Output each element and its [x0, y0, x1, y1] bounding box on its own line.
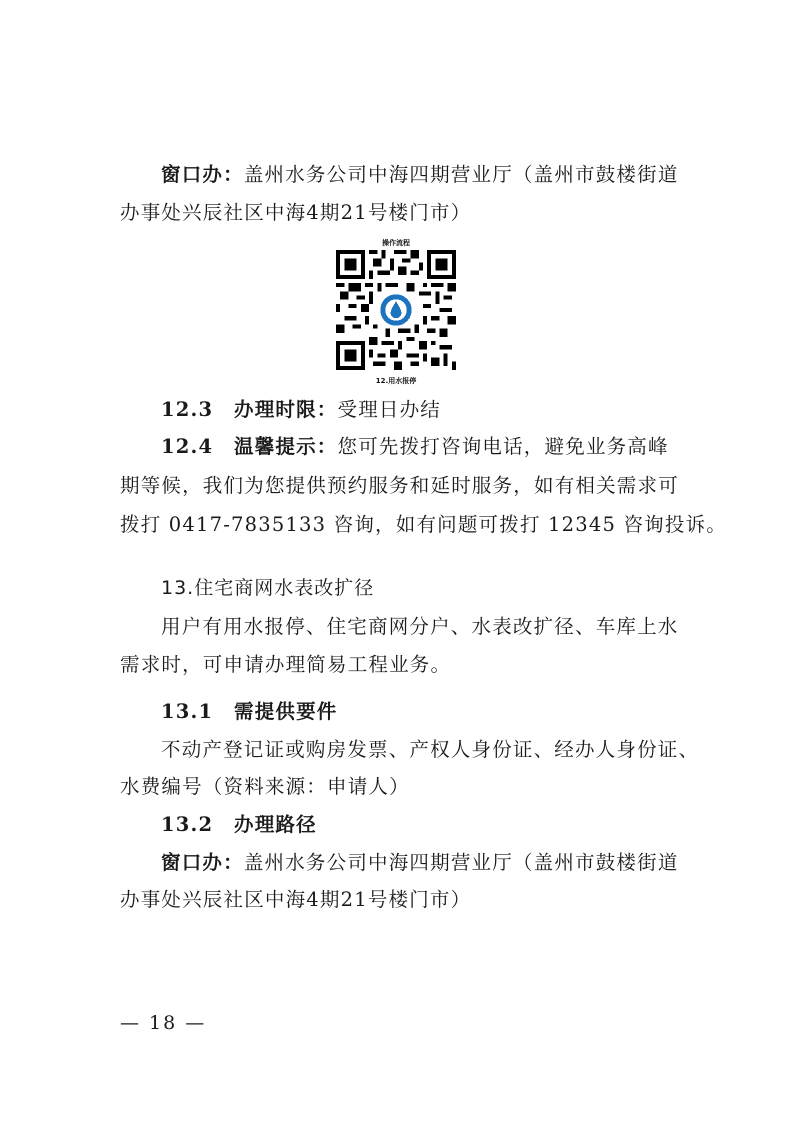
section-12-3-label: 12.3 办理时限：: [161, 398, 338, 421]
section-13-title: 13.住宅商网水表改扩径: [161, 577, 375, 599]
window-service-label: 窗口办：: [161, 163, 244, 186]
window-service-line-1: [161, 161, 679, 189]
window-service-line-2: [120, 199, 471, 227]
section-13-2-address: 盖州水务公司中海四期营业厅（盖州市鼓楼街道: [243, 851, 679, 874]
section-12-3-text: 受理日办结: [337, 398, 442, 421]
qr-caption-bottom: 12.用水报停: [375, 377, 417, 385]
section-13-1-heading: [161, 698, 338, 726]
qr-code-block: [330, 238, 462, 388]
section-12-4-text-cont-2: 拨打 0417-7835133 咨询，如有问题可拨打 12345 咨询投诉。: [120, 513, 727, 536]
section-13-1-line-1: [161, 736, 699, 764]
qr-caption-top: 操作流程: [382, 239, 410, 247]
section-13-intro: 用户有用水报停、住宅商网分户、水表改扩径、车库上水: [161, 615, 679, 638]
section-13-2-title: 13.2 办理路径: [161, 813, 317, 836]
section-12-4-line-2: [120, 472, 679, 500]
section-12-3-line: [161, 396, 441, 424]
section-13-2-window-label: 窗口办：: [161, 851, 244, 874]
section-12-4-line-1: [161, 433, 669, 461]
section-13-2-line-2: [120, 886, 471, 914]
section-12-4-line-3: [120, 511, 727, 539]
section-13-2-heading: [161, 811, 317, 839]
section-13-intro-cont: 需求时，可申请办理简易工程业务。: [120, 653, 452, 676]
section-12-4-text: 您可先拨打咨询电话，避免业务高峰: [337, 435, 669, 458]
section-12-4-label: 12.4 温馨提示：: [161, 435, 338, 458]
section-13-intro-line-2: [120, 651, 451, 679]
section-13-1-line-2: [120, 773, 410, 801]
section-12-4-text-cont-1: 期等候，我们为您提供预约服务和延时服务，如有相关需求可: [120, 474, 679, 497]
page-number: — 18 —: [120, 1012, 207, 1034]
section-13-1-docs-cont: 水费编号（资料来源：申请人）: [120, 775, 410, 798]
section-13-heading: [161, 574, 374, 602]
section-13-2-line-1: [161, 849, 679, 877]
section-13-1-title: 13.1 需提供要件: [161, 700, 338, 723]
window-service-address-cont: 办事处兴辰社区中海4期21号楼门市）: [120, 201, 472, 224]
qr-code-icon: [336, 250, 456, 370]
section-13-2-address-cont: 办事处兴辰社区中海4期21号楼门市）: [120, 888, 472, 911]
section-13-intro-line-1: [161, 613, 679, 641]
window-service-address: 盖州水务公司中海四期营业厅（盖州市鼓楼街道: [243, 163, 679, 186]
section-13-1-docs: 不动产登记证或购房发票、产权人身份证、经办人身份证、: [161, 738, 700, 761]
